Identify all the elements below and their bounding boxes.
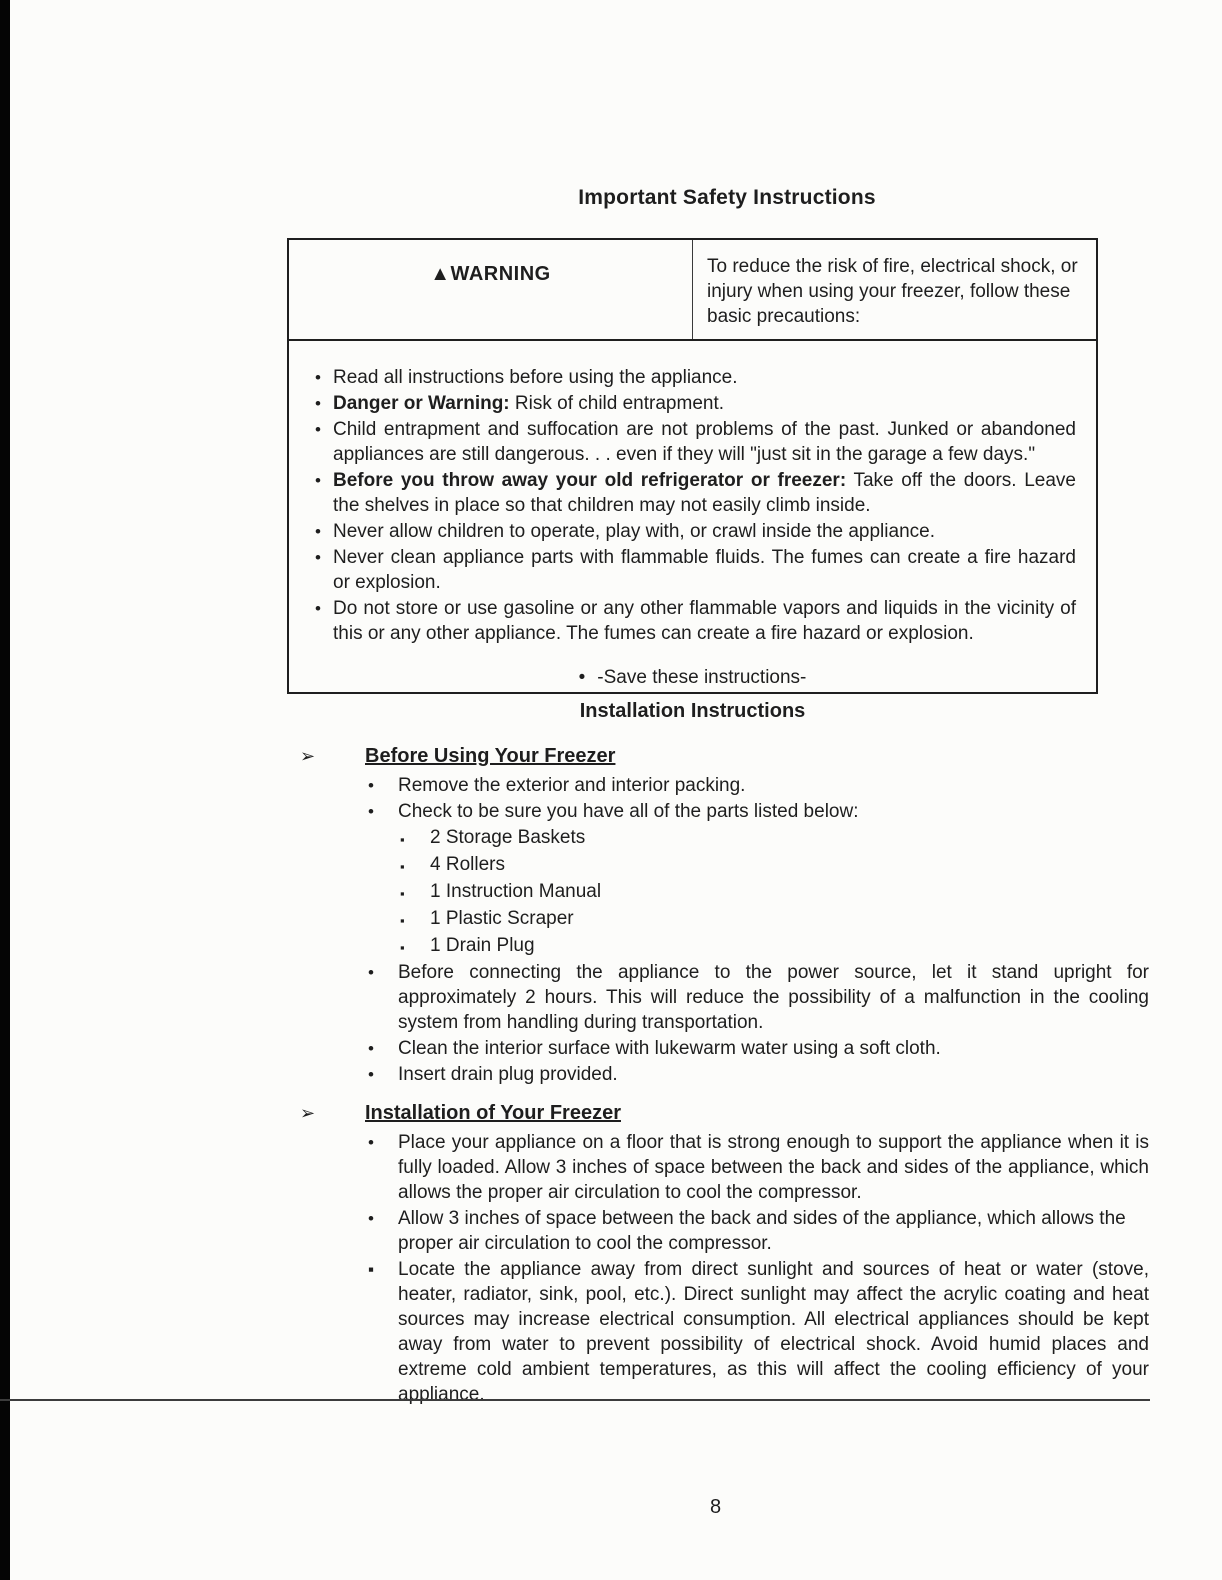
bullet-text: Never clean appliance parts with flammable fluids. The fumes can create a fire hazard or explosion. xyxy=(333,547,1076,593)
bullet-text: Danger or Warning: Risk of child entrapment. xyxy=(333,393,725,414)
square-bullet-icon: ▪ xyxy=(400,913,405,928)
bullet-text: Clean the interior surface with lukewarm water using a soft cloth. xyxy=(398,1038,941,1059)
warning-intro-text: To reduce the risk of fire, electrical shock, or injury when using your freezer, follow these basic precautions: xyxy=(692,240,1096,339)
list-item xyxy=(368,1062,1153,1087)
page-title: Important Safety Instructions xyxy=(578,186,876,209)
list-item xyxy=(368,773,1153,798)
warning-label: ▲WARNING xyxy=(430,263,551,285)
bullet-icon: • xyxy=(368,1133,374,1152)
section-heading: Before Using Your Freezer xyxy=(365,745,616,767)
save-instructions-text: -Save these instructions- xyxy=(597,667,807,688)
content-column xyxy=(287,238,1153,1408)
bullet-text: Before you throw away your old refrigerator or freezer: Take off the doors. Leave the shelves in place so that children may not easily climb inside. xyxy=(333,470,1076,516)
sub-list-item xyxy=(400,825,1153,852)
list-item xyxy=(368,1036,1153,1061)
bullet-text: Allow 3 inches of space between the back and sides of the appliance, which allows the proper air circulation to cool the compressor. xyxy=(398,1208,1126,1254)
list-item xyxy=(368,1257,1153,1407)
bullet-text: 2 Storage Baskets xyxy=(430,827,586,848)
sub-list-item xyxy=(400,933,1153,960)
square-bullet-icon: ▪ xyxy=(400,859,405,874)
bullet-text: Before connecting the appliance to the power source, let it stand upright for approximately 2 hours. This will reduce the possibility of a malfunction in the cooling system from handling during transportation. xyxy=(398,962,1149,1033)
bullet-text: Child entrapment and suffocation are not problems of the past. Junked or abandoned appliances are still dangerous. . . even if they will "just sit in the garage a few days." xyxy=(333,419,1076,465)
bullet-icon: • xyxy=(578,667,586,688)
bullet-text: 1 Plastic Scraper xyxy=(430,908,574,929)
bullet-icon: • xyxy=(315,599,321,618)
square-bullet-icon: ▪ xyxy=(400,886,405,901)
bullet-item xyxy=(303,391,1082,416)
list-item xyxy=(368,1206,1153,1256)
sub-list-item xyxy=(400,852,1153,879)
list-item xyxy=(368,1130,1153,1205)
bullet-text: Place your appliance on a floor that is strong enough to support the appliance when it is fully loaded. Allow 3 inches of space between the back and sides of the appliance, which allows the proper air circulation to cool the compressor. xyxy=(398,1132,1149,1203)
warning-bullet-list xyxy=(289,341,1096,651)
section-heading: Installation of Your Freezer xyxy=(365,1102,621,1124)
page-number: 8 xyxy=(710,1496,722,1518)
square-bullet-icon: ▪ xyxy=(368,1260,375,1279)
bullet-icon: • xyxy=(315,368,321,387)
sub-list-item xyxy=(400,906,1153,933)
scan-edge-strip xyxy=(0,0,10,1580)
bullet-icon: • xyxy=(368,963,374,982)
bullet-text: Locate the appliance away from direct sunlight and sources of heat or water (stove, heater, radiator, sink, pool, etc.). Direct sunlight may affect the acrylic coating and heat sources may increase electrical consumption. All electrical appliances should be kept away from water to prevent possibility of electrical shock. Avoid humid places and extreme cold ambient temperatures, as this will affect the cooling efficiency of your appliance. xyxy=(398,1259,1149,1405)
square-bullet-icon: ▪ xyxy=(400,940,405,955)
save-instructions-line xyxy=(289,665,1096,690)
bullet-bold-lead: Danger or Warning: xyxy=(333,393,510,414)
bullet-icon: • xyxy=(315,548,321,567)
section-heading-row xyxy=(287,744,1153,769)
warning-header xyxy=(289,240,1096,341)
bullet-item xyxy=(303,545,1082,595)
arrow-icon: ➢ xyxy=(300,1103,316,1123)
bullet-icon: • xyxy=(315,420,321,439)
bullet-text: 1 Instruction Manual xyxy=(430,881,602,902)
bullet-text: 4 Rollers xyxy=(430,854,505,875)
bullet-text: Remove the exterior and interior packing. xyxy=(398,775,746,796)
bullet-text: 1 Drain Plug xyxy=(430,935,535,956)
bullet-text: Read all instructions before using the appliance. xyxy=(333,367,738,388)
list-item xyxy=(368,960,1153,1035)
list-item xyxy=(368,799,1153,824)
bullet-item xyxy=(303,417,1082,467)
installation-sections xyxy=(287,744,1153,1407)
bullet-text: Check to be sure you have all of the parts listed below: xyxy=(398,801,859,822)
bullet-icon: • xyxy=(315,522,321,541)
bullet-icon: • xyxy=(368,1065,374,1084)
bullet-item xyxy=(303,596,1082,646)
arrow-icon: ➢ xyxy=(300,746,316,766)
footer-rule xyxy=(0,1399,1150,1401)
bullet-icon: • xyxy=(368,802,374,821)
bullet-item xyxy=(303,468,1082,518)
bullet-text: Do not store or use gasoline or any other flammable vapors and liquids in the vicinity of this or any other appliance. The fumes can create a fire hazard or explosion. xyxy=(333,598,1076,644)
bullet-bold-lead: Before you throw away your old refrigerator or freezer: xyxy=(333,470,847,491)
bullet-text: Insert drain plug provided. xyxy=(398,1064,618,1085)
sub-list-item xyxy=(400,879,1153,906)
installation-title: Installation Instructions xyxy=(579,700,806,722)
warning-box xyxy=(287,238,1098,694)
section-heading-row xyxy=(287,1101,1153,1126)
bullet-icon: • xyxy=(368,1209,374,1228)
bullet-icon: • xyxy=(368,1039,374,1058)
square-bullet-icon: ▪ xyxy=(400,832,405,847)
bullet-icon: • xyxy=(315,394,321,413)
bullet-text: Never allow children to operate, play with, or crawl inside the appliance. xyxy=(333,521,935,542)
bullet-icon: • xyxy=(315,471,321,490)
bullet-icon: • xyxy=(368,776,374,795)
bullet-item xyxy=(303,519,1082,544)
bullet-item xyxy=(303,365,1082,390)
